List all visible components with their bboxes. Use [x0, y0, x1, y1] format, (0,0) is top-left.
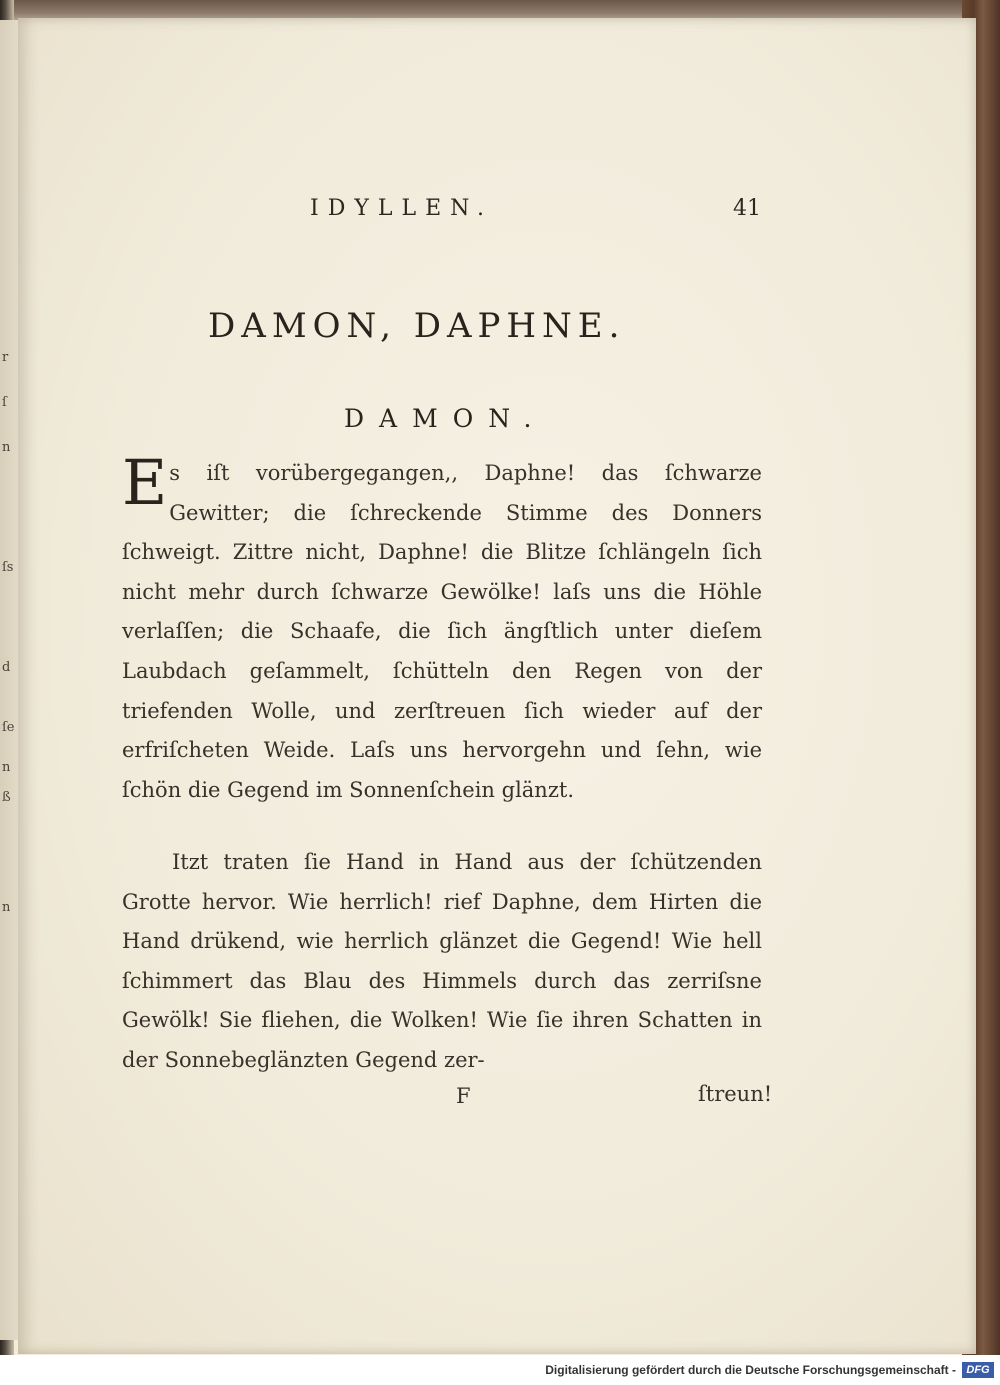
credit-bar: [0, 1355, 1000, 1385]
margin-fragment: ß: [2, 790, 11, 805]
margin-fragment: d: [2, 660, 11, 675]
margin-fragment: n: [2, 900, 11, 915]
margin-fragment: ſs: [2, 560, 14, 575]
speaker-heading: DAMON.: [344, 404, 547, 433]
body-paragraph: Es iſt vorübergegangen,, Daphne! das ſchwarze Gewitter; die ſchreckende Stimme des Donners ſchweigt. Zittre nicht, Daphne! die Blitze ſchlängeln ſich nicht mehr durch ſchwarze Gewölke! laſs uns die Höhle verlaſſen; die Schaafe, die ſich ängſtlich unter dieſem Laubdach geſammelt, ſchütteln den Regen von der triefenden Wolle, und zerſtreuen ſich wieder auf der erfriſcheten Weide. Laſs uns hervorgehn und ſehn, wie ſchön die Gegend im Sonnenſchein glänzt.: [122, 446, 762, 802]
dfg-logo-icon: DFG: [962, 1362, 994, 1378]
margin-fragment: n: [2, 760, 11, 775]
margin-fragment: r: [2, 350, 9, 365]
signature-mark: F: [456, 1084, 471, 1108]
body-paragraph: Itzt traten ſie Hand in Hand aus der ſchützenden Grotte hervor. Wie herrlich! rief Daphne, dem Hirten die Hand drükend, wie herrlich glänzet die Gegend! Wie hell ſchimmert das Blau des Himmels durch das zerriſsne Gewölk! Sie fliehen, die Wolken! Wie ſie ihren Schatten in der Sonnebeglänzten Gegend zer-: [122, 850, 762, 1072]
credit-text: Digitalisierung gefördert durch die Deutsche Forschungsgemeinschaft -: [545, 1363, 956, 1377]
page-number: 41: [733, 196, 761, 221]
margin-fragment: ſ: [2, 395, 7, 410]
catchword: ſtreun!: [698, 1082, 773, 1106]
running-head: IDYLLEN.: [310, 196, 493, 221]
margin-fragment: n: [2, 440, 11, 455]
margin-fragment: ſe: [2, 720, 15, 735]
chapter-title: DAMON, DAPHNE.: [208, 306, 626, 346]
